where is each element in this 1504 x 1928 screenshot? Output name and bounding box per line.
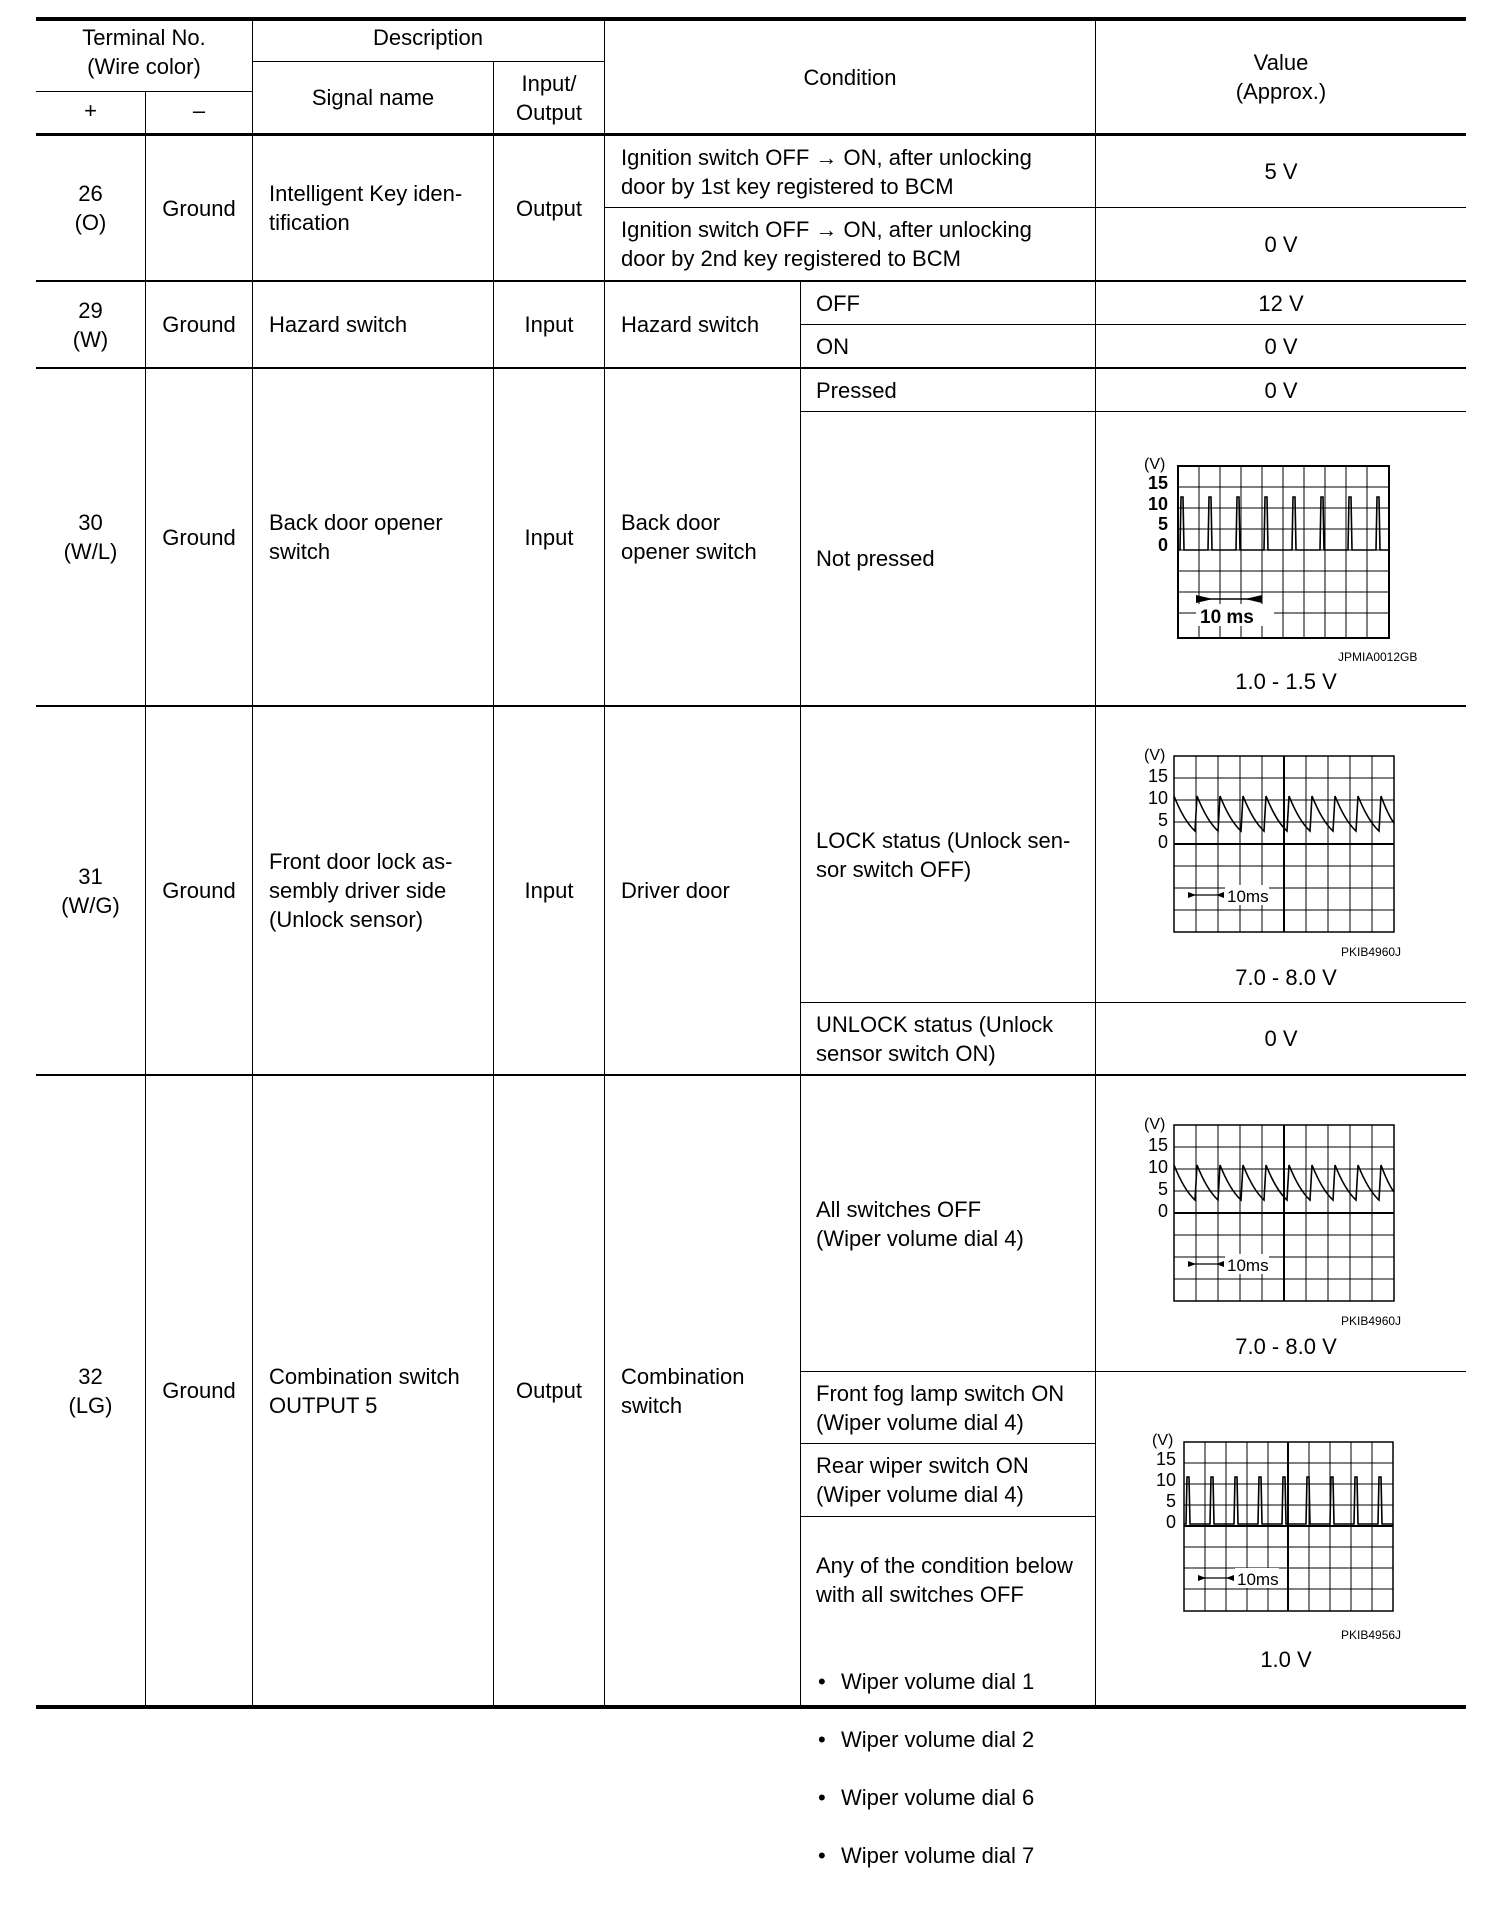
condition-31-lock: LOCK status (Unlock sen- sor switch OFF) <box>816 827 1071 882</box>
io-31: Input <box>524 878 574 903</box>
signal-31: Front door lock as- sembly driver side (Unlock sensor) <box>269 849 453 932</box>
scope-30-ytick: 0 <box>1157 535 1168 555</box>
scope-32a-ytick: 0 <box>1157 1201 1168 1221</box>
scope-32b-unit: (V) <box>1152 1432 1174 1449</box>
io-32: Output <box>515 1378 583 1403</box>
header-condition: Condition <box>803 64 897 90</box>
scope-31-ytick: 5 <box>1157 810 1168 830</box>
rule <box>801 1516 1096 1517</box>
ground-32: Ground <box>162 1378 236 1403</box>
scope-32a-unit: (V) <box>1144 1116 1166 1133</box>
table-bottom-border <box>36 1705 1466 1709</box>
list-item: • Wiper volume dial 7 <box>816 1841 1095 1870</box>
figure-code-31: PKIB4960J <box>1341 945 1402 959</box>
value-31-unlock: 0 V <box>1264 1026 1298 1051</box>
scope-30-time-label: 10 ms <box>1200 607 1254 628</box>
terminal-29: 29 (W) <box>72 297 109 352</box>
list-item: • Wiper volume dial 2 <box>816 1725 1095 1754</box>
condition-main-31: Driver door <box>621 878 730 903</box>
signal-32: Combination switch OUTPUT 5 <box>269 1363 460 1418</box>
io-26: Output <box>515 195 583 221</box>
header-input-output: Input/ Output <box>515 70 583 125</box>
io-30: Input <box>524 524 574 550</box>
condition-26-1: Ignition switch OFF → ON, after unlocking door by 1st key registered to BCM <box>621 144 1032 199</box>
figure-code-30: JPMIA0012GB <box>1338 650 1418 664</box>
figure-code-32-a: PKIB4960J <box>1341 1314 1402 1328</box>
value-31-lock: 7.0 - 8.0 V <box>1235 965 1337 990</box>
scope-30 <box>1138 453 1398 641</box>
condition-26-2: Ignition switch OFF → ON, after unlocking door by 2nd key registered to BCM <box>621 217 1032 271</box>
value-32-all-off: 7.0 - 8.0 V <box>1235 1334 1337 1359</box>
value-29-off: 12 V <box>1258 290 1304 316</box>
scope-31 <box>1138 743 1398 939</box>
scope-31-unit: (V) <box>1144 747 1166 764</box>
condition-32-any <box>816 1522 1095 1928</box>
value-29-on: 0 V <box>1264 333 1298 359</box>
condition-main-32: Combination switch <box>621 1363 745 1418</box>
header-description: Description <box>372 25 484 50</box>
terminal-32: 32 (LG) <box>68 1363 113 1418</box>
scope-32b-ytick: 10 <box>1155 1470 1176 1490</box>
terminal-26: 26 (O) <box>74 181 107 235</box>
condition-main-30: Back door opener switch <box>621 510 757 564</box>
condition-32-all-off: All switches OFF (Wiper volume dial 4) <box>816 1196 1024 1251</box>
condition-30-not-pressed: Not pressed <box>816 546 935 571</box>
list-item: • Wiper volume dial 1 <box>816 1667 1095 1696</box>
rule <box>604 19 605 1707</box>
scope-30-ytick: 5 <box>1157 514 1168 534</box>
signal-26: Intelligent Key iden- tification <box>269 181 463 235</box>
scope-32a-ytick: 15 <box>1147 1135 1168 1155</box>
scope-32a-time-label: 10ms <box>1227 1256 1269 1275</box>
signal-30: Back door opener switch <box>269 510 443 564</box>
condition-32-any-intro: Any of the condition below with all switches OFF <box>816 1553 1073 1607</box>
condition-main-29: Hazard switch <box>621 312 760 337</box>
scope-31-ytick: 0 <box>1157 832 1168 852</box>
condition-32-rear-wiper: Rear wiper switch ON (Wiper volume dial 4) <box>816 1453 1029 1507</box>
scope-30-ytick: 15 <box>1147 473 1168 493</box>
scope-32b-ytick: 0 <box>1165 1512 1176 1532</box>
header-plus: + <box>84 98 97 123</box>
ground-26: Ground <box>162 195 236 221</box>
value-30-pressed: 0 V <box>1264 377 1298 403</box>
value-30-not-pressed: 1.0 - 1.5 V <box>1235 669 1337 694</box>
scope-30-unit: (V) <box>1144 456 1166 473</box>
rule <box>36 91 252 92</box>
scope-32a-ytick: 10 <box>1147 1157 1168 1177</box>
wiper-dial-list <box>816 1638 1095 1899</box>
value-26-2: 0 V <box>1264 231 1298 257</box>
value-26-1: 5 V <box>1264 159 1298 184</box>
figure-code-32-b: PKIB4956J <box>1341 1628 1402 1642</box>
signal-29: Hazard switch <box>269 312 408 337</box>
ground-31: Ground <box>162 878 236 903</box>
scope-31-ytick: 10 <box>1147 788 1168 808</box>
ground-30: Ground <box>162 524 236 550</box>
condition-29-off: OFF <box>816 290 860 316</box>
header-minus: – <box>192 98 206 123</box>
ground-29: Ground <box>162 312 236 337</box>
scope-30-ytick: 10 <box>1147 494 1168 514</box>
condition-32-fog: Front fog lamp switch ON (Wiper volume dial 4) <box>816 1380 1065 1435</box>
condition-29-on: ON <box>816 333 849 359</box>
scope-32b-time-label: 10ms <box>1237 1570 1279 1589</box>
header-terminal-no: Terminal No. (Wire color) <box>82 25 206 79</box>
rule <box>252 19 253 1707</box>
terminal-30: 30 (W/L) <box>63 510 118 564</box>
condition-30-pressed: Pressed <box>816 377 897 403</box>
scope-32a-ytick: 5 <box>1157 1179 1168 1199</box>
io-29: Input <box>524 312 574 337</box>
scope-32-a <box>1138 1112 1398 1308</box>
condition-31-unlock: UNLOCK status (Unlock sensor switch ON) <box>816 1011 1054 1066</box>
header-value: Value (Approx.) <box>1235 50 1327 104</box>
scope-32-b <box>1138 1428 1398 1618</box>
scope-31-time-label: 10ms <box>1227 887 1269 906</box>
terminal-31: 31 (W/G) <box>61 863 120 918</box>
scope-32b-ytick: 15 <box>1155 1449 1176 1469</box>
scope-31-ytick: 15 <box>1147 766 1168 786</box>
header-signal-name: Signal name <box>311 85 435 110</box>
scope-32b-ytick: 5 <box>1165 1491 1176 1511</box>
value-32-shared: 1.0 V <box>1260 1647 1312 1672</box>
rule <box>800 281 801 1707</box>
list-item: • Wiper volume dial 6 <box>816 1783 1095 1812</box>
